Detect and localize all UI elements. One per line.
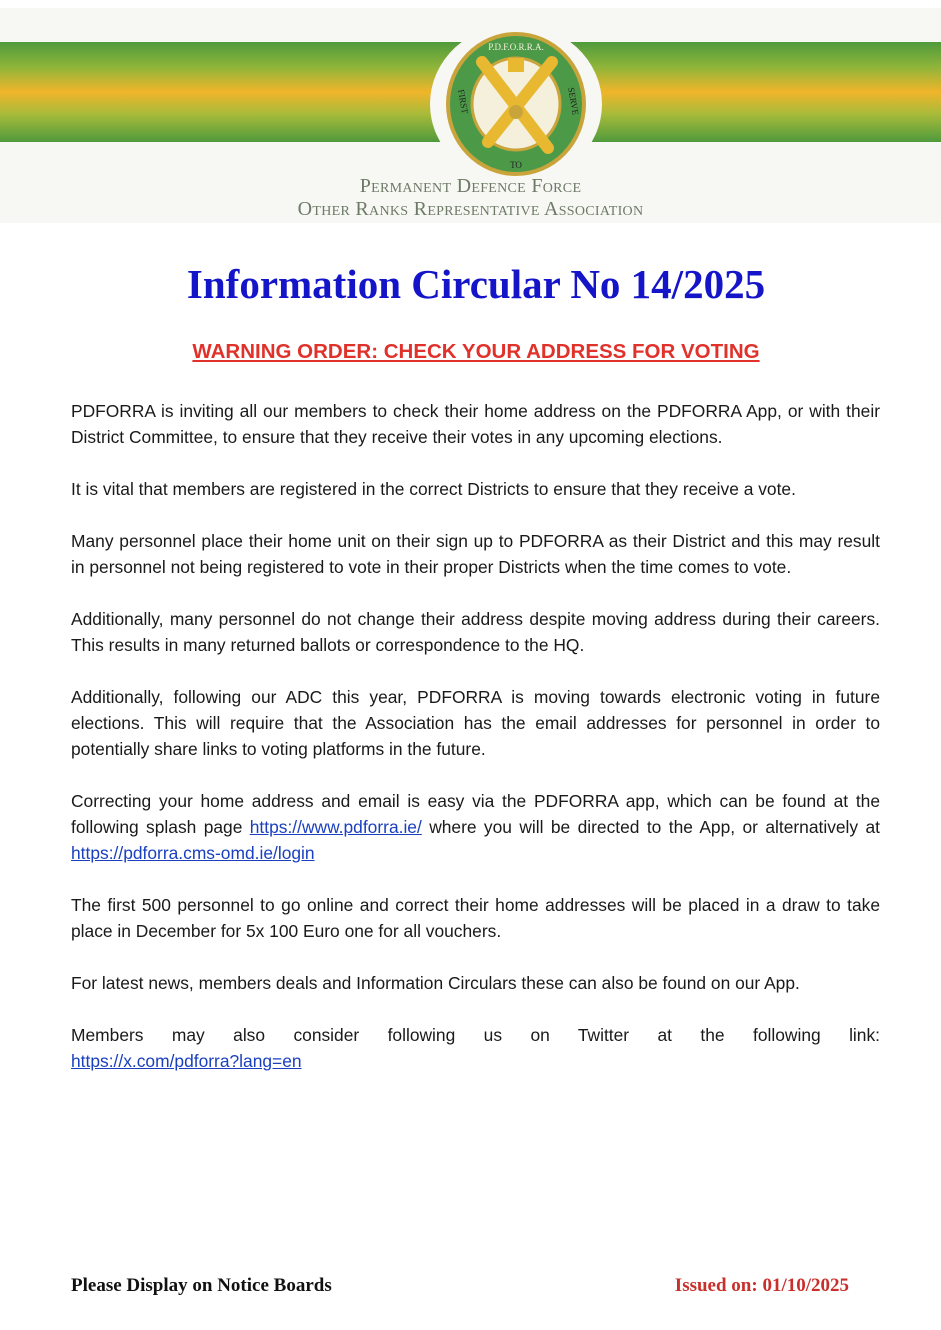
paragraph: For latest news, members deals and Information Circulars these can also be found on our App. xyxy=(71,973,800,993)
letterhead xyxy=(0,8,941,223)
paragraph: PDFORRA is inviting all our members to check their home address on the PDFORRA App, or with their District Committee, to ensure that they receive their votes in any upcoming elections. xyxy=(71,401,880,447)
circular-title: Information Circular No 14/2025 xyxy=(186,261,766,307)
logo-text-left: FIRST xyxy=(456,88,471,115)
pdforra-website-link[interactable]: https://www.pdforra.ie/ xyxy=(249,817,422,837)
text: Members may also consider following us on Twitter at the following link: xyxy=(71,1025,880,1045)
logo-text-bottom: TO xyxy=(510,160,522,170)
display-notice: Please Display on Notice Boards xyxy=(71,1275,332,1296)
paragraph: The first 500 personnel to go online and correct their home addresses will be placed in a draw to take place in December for 5x 100 Euro one for all vouchers. xyxy=(71,895,880,941)
logo-text-right: SERVE xyxy=(566,86,581,116)
twitter-link[interactable]: https://x.com/pdforra?lang=en xyxy=(71,1051,302,1071)
circular-subtitle: WARNING ORDER: CHECK YOUR ADDRESS FOR VOTING xyxy=(192,340,760,363)
org-name-line1: Permanent Defence Force xyxy=(359,175,582,197)
paragraph-twitter xyxy=(71,1022,880,1074)
text: where you will be directed to the App, or alternatively at xyxy=(421,817,880,837)
logo-text-top: P.D.F.O.R.R.A. xyxy=(488,42,544,52)
text: Correcting your home address and email is easy via the PDFORRA app, which can be found at the following splash page xyxy=(71,791,880,837)
pdforra-logo xyxy=(444,30,588,178)
paragraph: Many personnel place their home unit on their sign up to PDFORRA as their District and this may result in personnel not being registered to vote in their proper Districts when the time comes to vote. xyxy=(71,531,880,577)
org-name-line2: Other Ranks Representative Association xyxy=(297,198,644,220)
circular-body xyxy=(71,398,880,1100)
paragraph: Additionally, following our ADC this year, PDFORRA is moving towards electronic voting in future elections. This will require that the Association has the email addresses for personnel in order to potentially share links to voting platforms in the future. xyxy=(71,687,880,759)
issued-date: Issued on: 01/10/2025 xyxy=(674,1275,849,1296)
paragraph: It is vital that members are registered in the correct Districts to ensure that they receive a vote. xyxy=(71,479,796,499)
paragraph: Additionally, many personnel do not change their address despite moving address during their careers. This results in many returned ballots or correspondence to the HQ. xyxy=(71,609,880,655)
pdforra-login-link[interactable]: https://pdforra.cms-omd.ie/login xyxy=(71,843,315,863)
paragraph-correcting xyxy=(71,788,880,866)
